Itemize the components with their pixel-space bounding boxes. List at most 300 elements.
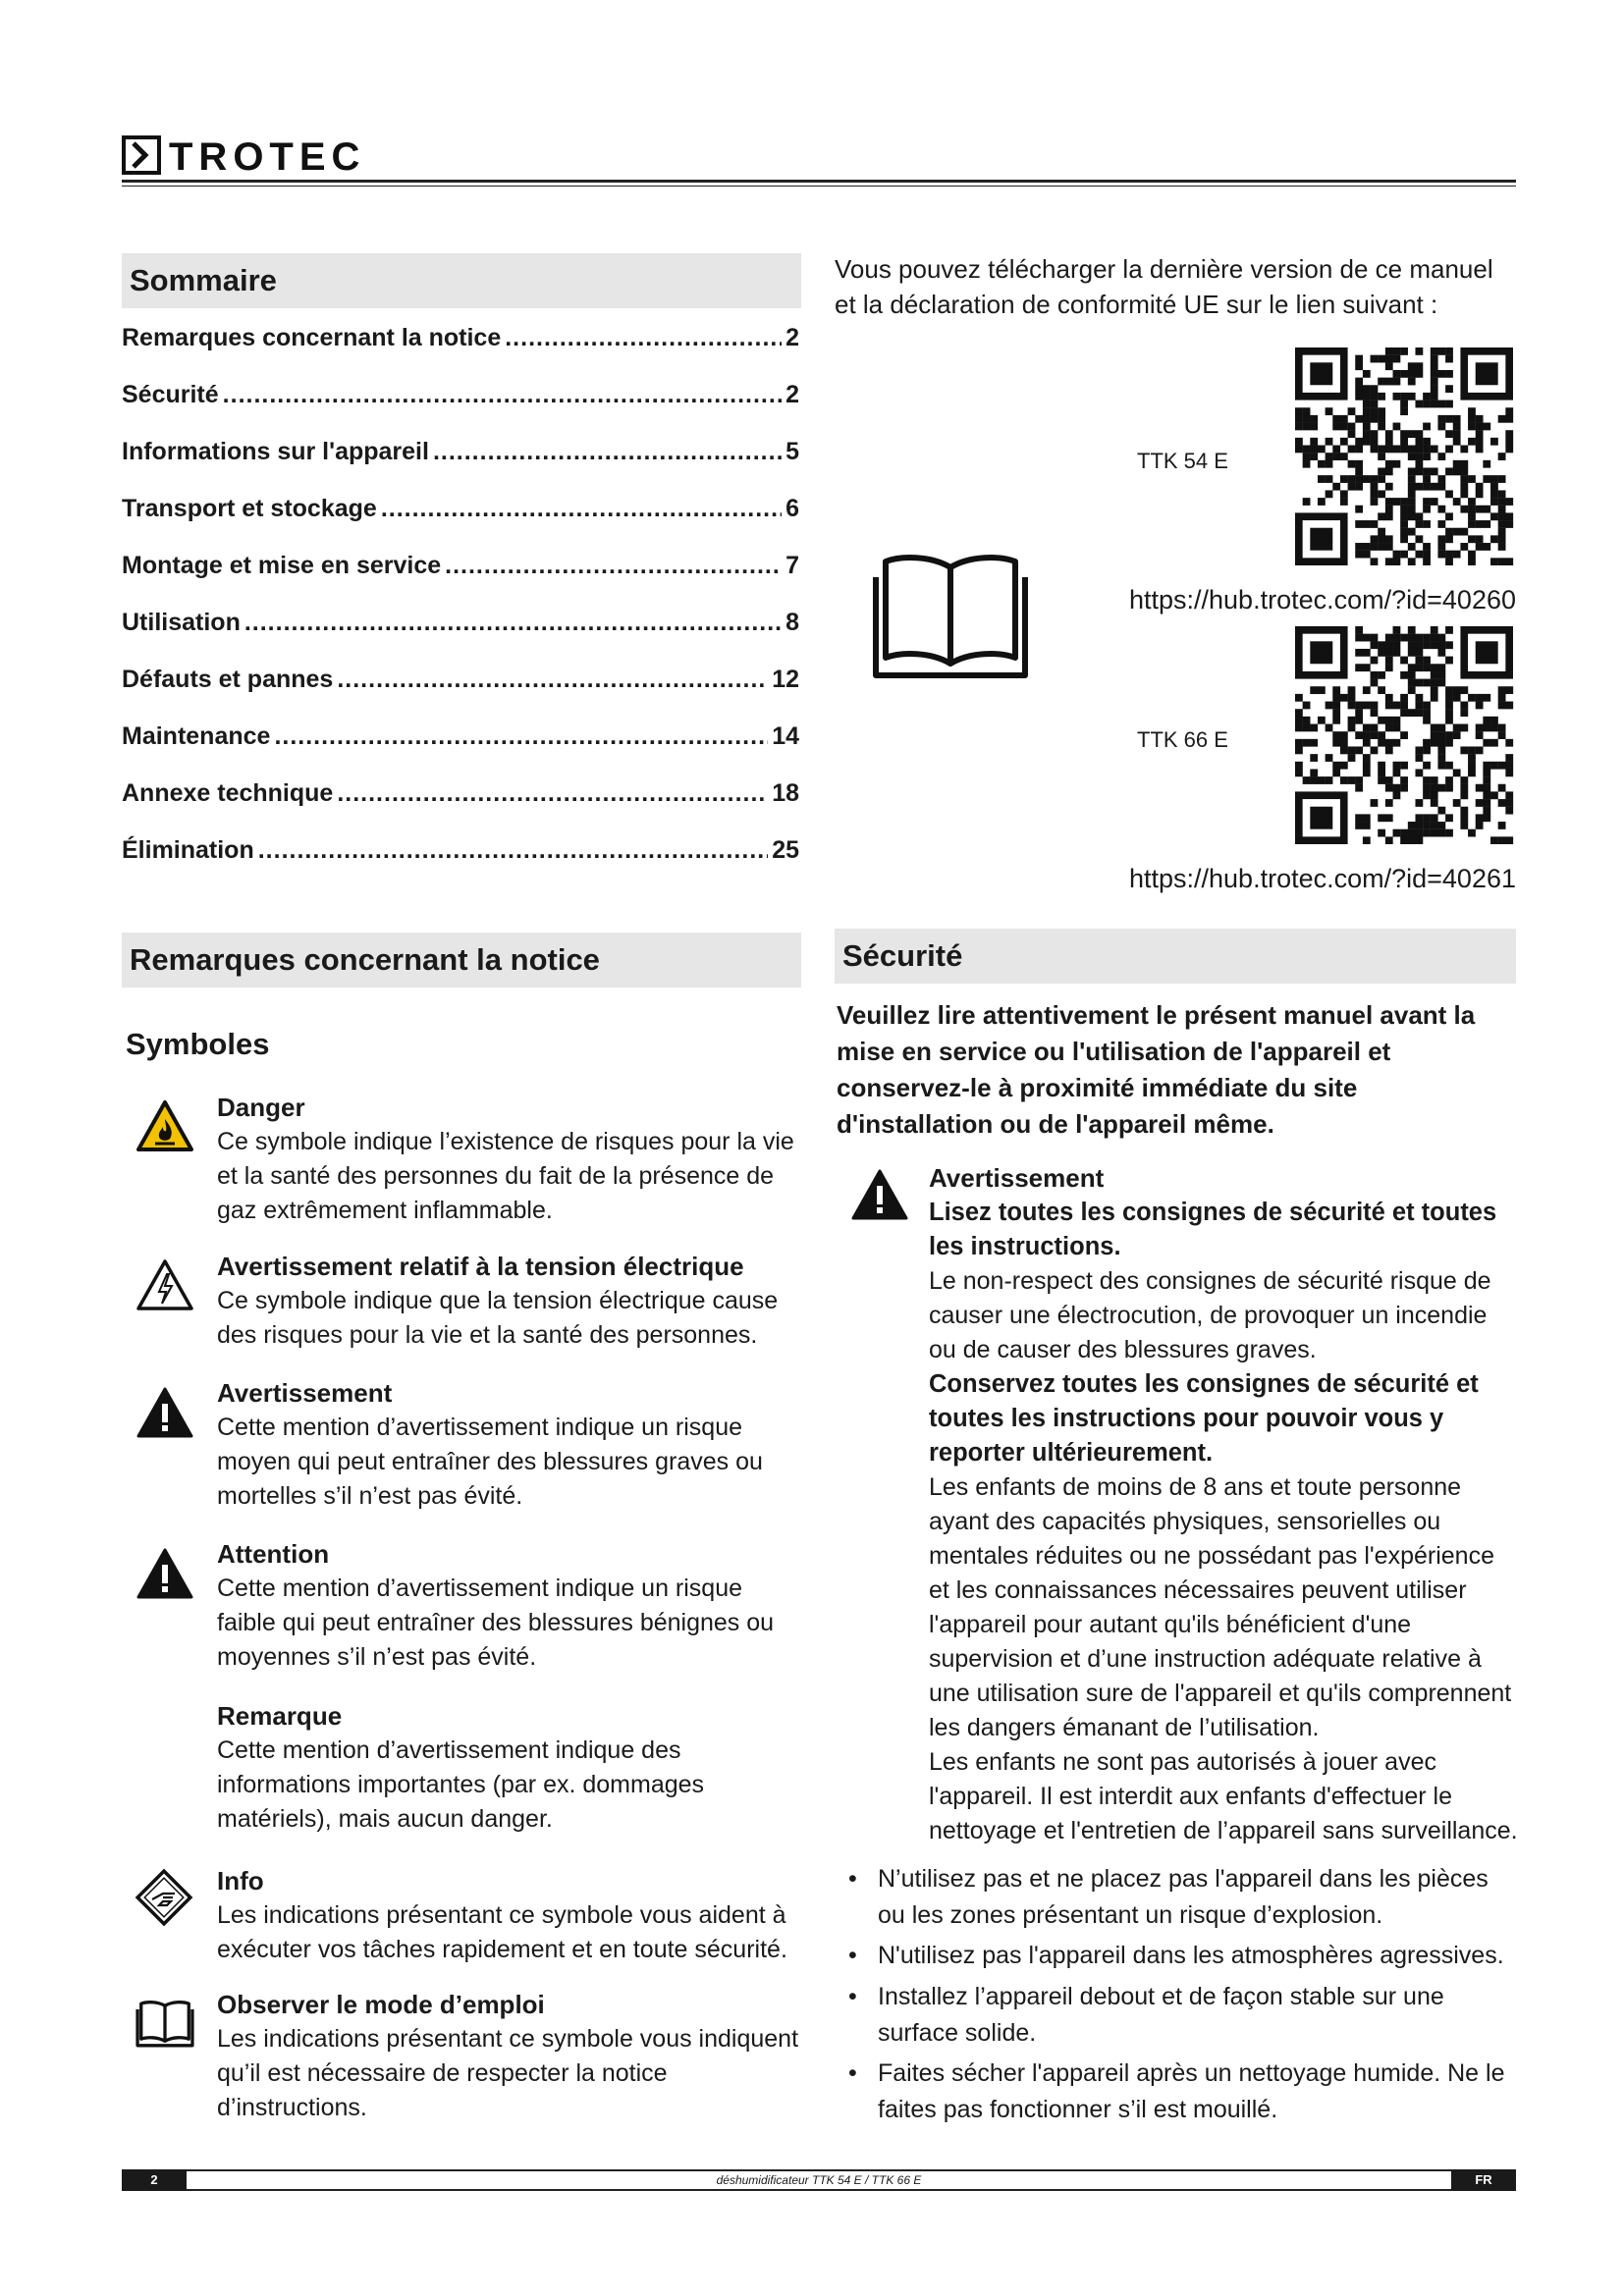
qr-module [1378,407,1385,415]
qr-module [1400,551,1408,559]
qr-module [1303,739,1311,747]
qr-module [1431,641,1438,649]
qr-module [1460,543,1468,551]
qr-module [1490,475,1498,483]
qr-module [1431,498,1438,506]
qr-module [1295,407,1303,415]
qr-module [1476,731,1484,739]
qr-module [1340,453,1348,460]
qr-module [1326,407,1333,415]
qr-module [1483,807,1490,815]
qr-module [1415,370,1423,378]
qr-module [1408,446,1416,454]
qr-module [1415,664,1423,671]
qr-module [1400,657,1408,665]
qr-module [1393,393,1401,400]
qr-module [1476,520,1484,528]
qr-module [1468,762,1476,770]
qr-module [1355,551,1363,559]
qr-module [1378,649,1385,657]
qr-module [1385,467,1393,475]
qr-module [1423,746,1431,754]
qr-module [1415,641,1423,649]
qr-module [1415,746,1423,754]
qr-module [1355,415,1363,423]
qr-module [1423,717,1431,724]
qr-module [1423,814,1431,822]
qr-module [1355,385,1363,393]
qr-module [1326,475,1333,483]
qr-code[interactable] [1292,347,1516,565]
qr-module [1476,702,1484,710]
qr-module [1415,836,1423,844]
qr-module [1340,746,1348,754]
symbol-entry [217,1536,806,1675]
qr-module [1498,490,1506,498]
qr-module [1431,739,1438,747]
qr-module [1437,415,1445,423]
footer-title: déshumidificateur TTK 54 E / TTK 66 E [716,2173,922,2187]
warning-text: Les enfants ne sont pas autorisés à jouer avec l'appareil. Il est interdit aux enfants d'effectuer le nettoyage et l'entretien de l’appareil sans surveillance. [929,1748,1518,1844]
qr-module [1498,822,1506,829]
qr-module [1445,694,1453,702]
qr-module [1326,453,1333,460]
qr-module [1468,746,1476,754]
qr-module [1326,776,1333,784]
qr-module [1445,551,1453,559]
qr-module [1483,762,1490,770]
qr-module [1423,423,1431,431]
qr-module [1348,446,1356,454]
symbol-entry [217,1249,806,1353]
qr-module [1483,724,1490,732]
qr-url-link[interactable]: https://hub.trotec.com/?id=40260 [1128,585,1516,614]
qr-module [1400,829,1408,837]
toc-item[interactable]: Informations sur l'appareil ..... 5 [122,438,799,495]
qr-module [1460,822,1468,829]
qr-module [1363,370,1371,378]
toc-item[interactable]: Élimination ..... 25 [122,836,799,893]
qr-module [1326,460,1333,468]
qr-module [1498,558,1506,565]
qr-module [1498,543,1506,551]
qr-module [1378,731,1385,739]
qr-module [1431,370,1438,378]
qr-module [1332,769,1340,776]
qr-module [1408,506,1416,513]
qr-module [1363,762,1371,770]
qr-module [1371,746,1379,754]
qr-module [1483,717,1490,724]
qr-module [1326,438,1333,446]
qr-module [1483,776,1490,784]
toc-heading [122,253,801,308]
qr-module [1385,702,1393,710]
qr-module [1400,520,1408,528]
qr-module [1355,506,1363,513]
qr-module [1490,739,1498,747]
qr-module [1393,355,1401,363]
qr-module [1483,475,1490,483]
qr-module [1437,762,1445,770]
qr-module [1437,520,1445,528]
manual-book-icon [872,548,1029,681]
qr-module [1393,423,1401,431]
qr-finder-pattern [1476,641,1498,664]
qr-module [1431,385,1438,393]
qr-module [1318,460,1326,468]
qr-module [1371,407,1379,415]
qr-module [1400,634,1408,642]
qr-module [1385,724,1393,732]
qr-module [1415,535,1423,543]
qr-module [1355,467,1363,475]
qr-module [1348,724,1356,732]
qr-module [1378,671,1385,679]
qr-module [1310,739,1318,747]
info-hand-icon [134,1867,194,1928]
qr-module [1393,769,1401,776]
qr-module [1295,746,1303,754]
qr-module [1431,686,1438,694]
qr-module [1340,498,1348,506]
qr-module [1498,520,1506,528]
qr-module [1371,498,1379,506]
qr-module [1355,378,1363,386]
qr-module [1476,446,1484,454]
qr-module [1303,702,1311,710]
qr-module [1453,430,1461,438]
qr-module [1400,694,1408,702]
qr-module [1431,679,1438,687]
qr-module [1505,520,1513,528]
qr-module [1332,446,1340,454]
qr-finder-pattern [1310,528,1332,551]
qr-module [1468,506,1476,513]
qr-module [1415,679,1423,687]
qr-module [1371,415,1379,423]
qr-module [1332,415,1340,423]
qr-module [1408,649,1416,657]
qr-module [1453,528,1461,536]
qr-module [1460,467,1468,475]
qr-module [1408,543,1416,551]
toc-item[interactable]: Montage et mise en service ..... 7 [122,552,799,609]
qr-module [1385,446,1393,454]
qr-module [1332,709,1340,717]
qr-module [1408,483,1416,491]
qr-url-link[interactable]: https://hub.trotec.com/?id=40261 [1128,864,1516,893]
qr-module [1453,498,1461,506]
qr-module [1378,543,1385,551]
qr-module [1393,378,1401,386]
qr-module [1453,415,1461,423]
qr-module [1460,490,1468,498]
qr-module [1378,739,1385,747]
symbol-text: Cette mention d’avertissement indique des informations importantes (par ex. dommages matériels), mais aucun danger. [217,1736,705,1833]
qr-module [1483,506,1490,513]
qr-module [1400,731,1408,739]
qr-module [1378,393,1385,400]
qr-module [1400,535,1408,543]
qr-module [1318,776,1326,784]
qr-module [1332,423,1340,431]
qr-module [1415,483,1423,491]
qr-module [1498,762,1506,770]
qr-module [1400,709,1408,717]
qr-module [1363,400,1371,408]
qr-module [1505,415,1513,423]
symbol-title: Avertissement [217,1378,393,1408]
qr-module [1431,799,1438,807]
qr-module [1423,467,1431,475]
header-rule [122,180,1516,183]
qr-module [1437,664,1445,671]
toc-item[interactable]: Annexe technique ..... 18 [122,779,799,836]
qr-module [1445,814,1453,822]
qr-module [1453,731,1461,739]
qr-module [1400,400,1408,408]
bullet-dot: • [848,1865,857,1893]
qr-module [1453,467,1461,475]
qr-module [1371,483,1379,491]
qr-module [1385,460,1393,468]
qr-module [1460,746,1468,754]
qr-module [1408,671,1416,679]
symbol-title: Remarque [217,1701,343,1731]
qr-module [1423,551,1431,559]
qr-module [1318,498,1326,506]
qr-module [1378,378,1385,386]
qr-module [1453,799,1461,807]
qr-module [1340,731,1348,739]
qr-module [1393,717,1401,724]
qr-module [1415,438,1423,446]
qr-module [1408,528,1416,536]
qr-module [1371,634,1379,642]
qr-module [1498,512,1506,520]
qr-module [1423,634,1431,642]
warning-title: Avertissement [929,1163,1105,1193]
qr-module [1505,769,1513,776]
qr-module [1445,535,1453,543]
qr-module [1431,347,1438,355]
qr-module [1393,649,1401,657]
qr-module [1505,686,1513,694]
qr-module [1393,370,1401,378]
qr-module [1371,731,1379,739]
qr-module [1371,393,1379,400]
qr-module [1476,694,1484,702]
qr-module [1363,393,1371,400]
qr-module [1378,762,1385,770]
qr-module [1476,438,1484,446]
qr-module [1445,446,1453,454]
qr-module [1408,829,1416,837]
qr-module [1431,776,1438,784]
qr-module [1460,702,1468,710]
qr-module [1468,520,1476,528]
qr-module [1310,438,1318,446]
qr-module [1415,799,1423,807]
toc-item[interactable]: Défauts et pannes ..... 12 [122,666,799,722]
qr-module [1490,498,1498,506]
qr-module [1431,400,1438,408]
qr-module [1468,475,1476,483]
qr-module [1437,731,1445,739]
qr-module [1431,694,1438,702]
qr-module [1393,702,1401,710]
qr-code[interactable] [1292,626,1516,844]
qr-module [1437,807,1445,815]
qr-module [1385,378,1393,386]
qr-module [1400,512,1408,520]
qr-module [1318,686,1326,694]
qr-module [1378,355,1385,363]
qr-module [1408,475,1416,483]
qr-module [1415,453,1423,460]
qr-module [1498,506,1506,513]
qr-module [1415,822,1423,829]
qr-module [1363,475,1371,483]
qr-module [1385,814,1393,822]
qr-module [1437,453,1445,460]
qr-module [1348,686,1356,694]
qr-module [1445,762,1453,770]
qr-module [1483,423,1490,431]
qr-module [1445,355,1453,363]
qr-module [1490,836,1498,844]
qr-module [1348,754,1356,762]
qr-module [1445,528,1453,536]
qr-module [1371,724,1379,732]
qr-module [1400,671,1408,679]
qr-module [1483,694,1490,702]
qr-module [1393,641,1401,649]
qr-module [1393,829,1401,837]
qr-module [1437,551,1445,559]
qr-module [1415,551,1423,559]
qr-module [1385,694,1393,702]
qr-module [1415,430,1423,438]
qr-module [1378,769,1385,776]
qr-module [1415,754,1423,762]
qr-module [1437,784,1445,792]
qr-module [1460,784,1468,792]
bullet-dot: • [848,1983,857,2010]
toc-list [122,324,799,893]
qr-module [1378,641,1385,649]
qr-module [1431,626,1438,634]
warning-text: Le non-respect des consignes de sécurité risque de causer une électrocution, de provoquer un incendie ou de causer des blessures graves. [929,1267,1491,1363]
qr-module [1295,724,1303,732]
qr-module [1363,702,1371,710]
remarks-heading: Remarques concernant la notice [122,933,801,988]
qr-module [1363,423,1371,431]
qr-module [1423,657,1431,665]
qr-module [1385,836,1393,844]
qr-module [1393,724,1401,732]
qr-module [1355,731,1363,739]
qr-module [1437,543,1445,551]
qr-module [1310,754,1318,762]
qr-module [1415,460,1423,468]
qr-module [1423,641,1431,649]
qr-module [1445,430,1453,438]
qr-module [1437,370,1445,378]
qr-module [1371,657,1379,665]
qr-module [1505,739,1513,747]
toc-item[interactable]: Sécurité ..... 2 [122,381,799,438]
qr-module [1385,535,1393,543]
qr-module [1445,370,1453,378]
qr-module [1437,641,1445,649]
qr-module [1408,467,1416,475]
toc-item[interactable]: Utilisation ..... 8 [122,609,799,666]
qr-module [1423,784,1431,792]
qr-module [1385,355,1393,363]
qr-module [1371,400,1379,408]
qr-module [1460,528,1468,536]
qr-module [1445,717,1453,724]
safety-heading: Sécurité [835,929,1516,984]
qr-module [1371,558,1379,565]
qr-module [1295,423,1303,431]
safety-bullet: • N'utilisez pas l'appareil dans les atmosphères agressives. [848,1938,1516,1974]
qr-module [1460,483,1468,491]
toc-item[interactable]: Remarques concernant la notice ..... 2 [122,324,799,381]
toc-item[interactable]: Transport et stockage ..... 6 [122,495,799,552]
qr-module [1505,762,1513,770]
symbol-entry [217,1090,806,1228]
qr-module [1453,686,1461,694]
qr-module [1431,467,1438,475]
qr-module [1468,407,1476,415]
safety-bullet: • Faites sécher l'appareil après un nettoyage humide. Ne le faites pas fonctionner s’il est mouillé. [848,2056,1516,2128]
qr-module [1371,385,1379,393]
qr-module [1393,498,1401,506]
symbol-entry [217,1698,806,1837]
qr-module [1363,724,1371,732]
qr-module [1431,393,1438,400]
qr-module [1505,807,1513,815]
qr-module [1348,483,1356,491]
bullet-dot: • [848,2059,857,2087]
qr-module [1295,694,1303,702]
qr-module [1363,430,1371,438]
symbol-text: Cette mention d’avertissement indique un risque moyen qui peut entraîner des blessures graves ou mortelles s’il n’est pas évité. [217,1414,763,1510]
qr-module [1505,407,1513,415]
toc-item[interactable]: Maintenance ..... 14 [122,722,799,779]
qr-module [1393,634,1401,642]
qr-module [1498,724,1506,732]
qr-module [1371,446,1379,454]
qr-module [1423,520,1431,528]
qr-module [1423,709,1431,717]
qr-module [1363,649,1371,657]
qr-module [1423,558,1431,565]
qr-module [1445,686,1453,694]
qr-module [1437,739,1445,747]
qr-module [1363,664,1371,671]
qr-module [1498,686,1506,694]
symbols-subtitle: Symboles [126,1027,270,1061]
qr-module [1460,709,1468,717]
qr-module [1295,438,1303,446]
trotec-logo [122,126,436,185]
qr-module [1437,679,1445,687]
qr-module [1476,506,1484,513]
